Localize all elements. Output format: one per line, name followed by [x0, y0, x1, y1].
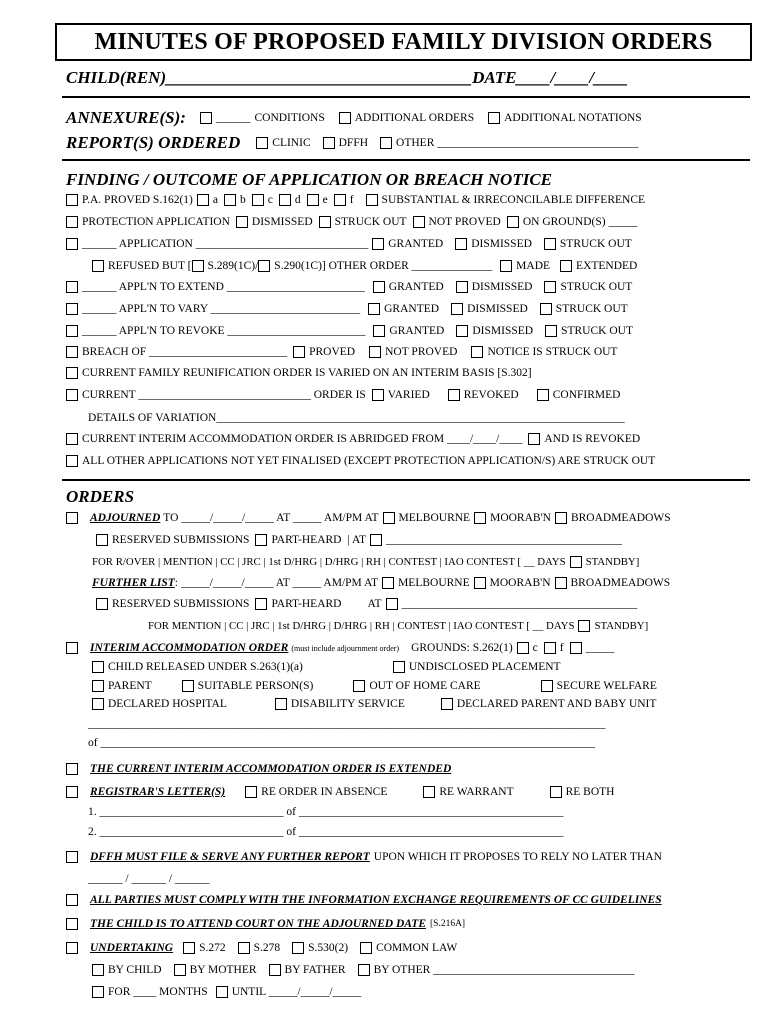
ground-c-label: c	[267, 194, 273, 206]
dismissed-label: DISMISSED	[471, 281, 533, 293]
adj-broadmeadows-checkbox[interactable]	[555, 512, 567, 524]
attend-row	[66, 918, 465, 930]
breach-notproved-checkbox[interactable]	[369, 346, 381, 358]
attend-ref: [S.216A]	[430, 919, 466, 929]
notice-struck-checkbox[interactable]	[471, 346, 483, 358]
und-common-checkbox[interactable]	[360, 942, 372, 954]
suitable-checkbox[interactable]	[182, 680, 194, 692]
annexure-blank-checkbox[interactable]	[200, 112, 212, 124]
attend-label: THE CHILD IS TO ATTEND COURT ON THE ADJOURNED DATE	[90, 918, 426, 930]
annexure-row	[66, 108, 642, 128]
attend-checkbox[interactable]	[66, 918, 78, 930]
finding-line-4	[92, 260, 637, 272]
confirmed-checkbox[interactable]	[537, 389, 549, 401]
finding-line-13	[66, 455, 655, 467]
reserved-label: RESERVED SUBMISSIONS	[112, 598, 250, 610]
melbourne-label: MELBOURNE	[398, 512, 471, 524]
finding-line-2	[66, 216, 637, 228]
registrar-label: REGISTRAR'S LETTER(S)	[90, 786, 226, 798]
ground-e-checkbox[interactable]	[307, 194, 319, 206]
registrar-line-1[interactable]: 1. ________________________________ of ______________________________________________	[88, 806, 564, 818]
application-checkbox[interactable]	[66, 238, 78, 250]
disability-checkbox[interactable]	[275, 698, 287, 710]
finding-line-10	[66, 389, 620, 401]
further-list-row	[92, 577, 670, 589]
abridged-revoked-label: AND IS REVOKED	[544, 433, 641, 445]
reg-both-label: RE BOTH	[565, 786, 615, 798]
struck-label: STRUCK OUT	[560, 281, 633, 293]
disability-label: DISABILITY SERVICE	[290, 698, 405, 710]
ground-b-checkbox[interactable]	[224, 194, 236, 206]
fl-moorabbin-checkbox[interactable]	[474, 577, 486, 589]
iao-other-checkbox[interactable]	[570, 642, 582, 654]
by-other-field[interactable]: BY OTHER ___________________________________	[373, 964, 635, 976]
dffh-rest-label: UPON WHICH IT PROPOSES TO RELY NO LATER THAN	[373, 851, 662, 863]
standby-label: STANDBY]	[585, 556, 640, 568]
s290-checkbox[interactable]	[258, 260, 270, 272]
standby-label: STANDBY]	[594, 620, 649, 632]
divider	[62, 159, 750, 161]
iao-line-1	[92, 661, 561, 673]
extend-struck-checkbox[interactable]	[544, 281, 556, 293]
fl-at-field[interactable]: _________________________________________	[401, 598, 638, 610]
comply-checkbox[interactable]	[66, 894, 78, 906]
vary-granted-checkbox[interactable]	[368, 303, 380, 315]
extend-checkbox[interactable]	[66, 281, 78, 293]
hospital-label: DECLARED HOSPITAL	[108, 698, 227, 710]
adjourned-date-field[interactable]: TO _____/_____/_____ AT _____ AM/PM AT	[163, 512, 379, 524]
ground-c-checkbox[interactable]	[252, 194, 264, 206]
by-mother-label: BY MOTHER	[189, 964, 257, 976]
iao-other-field[interactable]: _____	[585, 642, 615, 654]
reg-warrant-checkbox[interactable]	[423, 786, 435, 798]
reg-warrant-label: RE WARRANT	[439, 786, 514, 798]
fl-melbourne-checkbox[interactable]	[382, 577, 394, 589]
iao-extended-row	[66, 763, 451, 775]
ground-f-label: f	[349, 194, 354, 206]
adjourned-row	[66, 512, 671, 524]
abridged-checkbox[interactable]	[66, 433, 78, 445]
pa-checkbox[interactable]	[66, 216, 78, 228]
fl-at-checkbox[interactable]	[386, 598, 398, 610]
notice-struck-label: NOTICE IS STRUCK OUT	[487, 346, 618, 358]
declared-unit-label: DECLARED PARENT AND BABY UNIT	[456, 698, 657, 710]
for-months-field[interactable]: FOR ____ MONTHS	[108, 986, 208, 998]
granted-label: GRANTED	[388, 281, 444, 293]
partheard-label: PART-HEARD	[271, 534, 342, 546]
clinic-checkbox[interactable]	[256, 137, 268, 149]
ground-b-label: b	[239, 194, 246, 206]
abridged-field[interactable]: CURRENT INTERIM ACCOMMODATION ORDER IS ABRIDGED FROM ____/____/____	[82, 433, 523, 445]
extend-granted-checkbox[interactable]	[373, 281, 385, 293]
ground-d-label: d	[294, 194, 301, 206]
pa-notproved-label: NOT PROVED	[428, 216, 501, 228]
made-checkbox[interactable]	[500, 260, 512, 272]
struck-label: STRUCK OUT	[555, 303, 628, 315]
hospital-checkbox[interactable]	[92, 698, 104, 710]
until-checkbox[interactable]	[216, 986, 228, 998]
adj-reserved-row	[96, 534, 622, 546]
form-title: MINUTES OF PROPOSED FAMILY DIVISION ORDERS	[55, 23, 752, 61]
und-s530-checkbox[interactable]	[292, 942, 304, 954]
ground-a-checkbox[interactable]	[197, 194, 209, 206]
revoke-struck-checkbox[interactable]	[545, 325, 557, 337]
iao-label: INTERIM ACCOMMODATION ORDER	[90, 642, 289, 654]
iao-grounds-label: GROUNDS: S.262(1)	[411, 642, 513, 654]
common-law-label: COMMON LAW	[376, 942, 458, 954]
proved-label: PROVED	[309, 346, 356, 358]
parent-label: PARENT	[108, 680, 152, 692]
iao-f-label: f	[559, 642, 564, 654]
s530-label: S.530(2)	[308, 942, 349, 954]
annexure-blank[interactable]: ______	[215, 112, 251, 124]
current-order-field[interactable]: CURRENT ______________________________ ORDER IS	[82, 389, 366, 401]
ground-a-label: a	[212, 194, 218, 206]
comply-row	[66, 894, 662, 906]
breach-checkbox[interactable]	[66, 346, 78, 358]
moorabbin-label: MOORAB'N	[490, 512, 551, 524]
dismissed-label: DISMISSED	[467, 303, 528, 315]
iao-detail-line[interactable]: __________________________________________________________________________________________	[88, 718, 606, 730]
registrar-line-2[interactable]: 2. ________________________________ of ______________________________________________	[88, 826, 564, 838]
pa-notproved-checkbox[interactable]	[413, 216, 425, 228]
iao-row	[66, 642, 614, 654]
undertaking-row	[66, 942, 457, 954]
adj-melbourne-checkbox[interactable]	[383, 512, 395, 524]
other-report-checkbox[interactable]	[380, 137, 392, 149]
orders-heading: ORDERS	[66, 487, 135, 506]
child-date-row	[66, 68, 628, 88]
fl-standby-checkbox[interactable]	[578, 620, 590, 632]
revoke-field[interactable]: ______ APPL'N TO REVOKE ________________________	[82, 325, 366, 337]
date-field[interactable]: DATE____/____/____	[472, 68, 628, 87]
pa-ground-checkbox[interactable]	[507, 216, 519, 228]
broadmeadows-label: BROADMEADOWS	[570, 577, 671, 589]
s278-label: S.278	[253, 942, 281, 954]
revoked-checkbox[interactable]	[448, 389, 460, 401]
extended-label: EXTENDED	[576, 260, 638, 272]
pa-proved-label: P.A. PROVED S.162(1)	[82, 194, 193, 206]
iao-extended-checkbox[interactable]	[66, 763, 78, 775]
reports-label: REPORT(S) ORDERED	[66, 133, 241, 152]
extend-dismissed-checkbox[interactable]	[456, 281, 468, 293]
rover-options-label: FOR R/OVER | MENTION | CC | JRC | 1st D/HRG | D/HRG | RH | CONTEST | IAO CONTEST [ __ DAYS	[92, 556, 566, 568]
dffh-file-label: DFFH MUST FILE & SERVE ANY FURTHER REPORT	[90, 851, 370, 863]
additional-orders-label: ADDITIONAL ORDERS	[354, 112, 475, 124]
all-other-struck-label: ALL OTHER APPLICATIONS NOT YET FINALISED (EXCEPT PROTECTION APPLICATION/S) ARE STRUCK OUT	[82, 455, 656, 467]
pa-struck-checkbox[interactable]	[319, 216, 331, 228]
iao-checkbox[interactable]	[66, 642, 78, 654]
app-dismissed-checkbox[interactable]	[455, 238, 467, 250]
finding-line-1	[66, 194, 645, 206]
additional-notations-label: ADDITIONAL NOTATIONS	[504, 112, 642, 124]
iao-extended-label: THE CURRENT INTERIM ACCOMMODATION ORDER IS EXTENDED	[90, 763, 452, 775]
made-label: MADE	[516, 260, 551, 272]
reg-absence-label: RE ORDER IN ABSENCE	[261, 786, 388, 798]
reserved-label: RESERVED SUBMISSIONS	[112, 534, 250, 546]
pa-proved-checkbox[interactable]	[66, 194, 78, 206]
current-order-checkbox[interactable]	[66, 389, 78, 401]
extend-field[interactable]: ______ APPL'N TO EXTEND ________________________	[82, 281, 365, 293]
vary-field[interactable]: ______ APPL'N TO VARY __________________________	[82, 303, 361, 315]
fl-reserved-checkbox[interactable]	[96, 598, 108, 610]
other-report-field[interactable]: OTHER ___________________________________	[396, 137, 639, 149]
app-struck-checkbox[interactable]	[544, 238, 556, 250]
vary-struck-checkbox[interactable]	[540, 303, 552, 315]
adj-moorabbin-checkbox[interactable]	[474, 512, 486, 524]
finding-line-12	[66, 433, 640, 445]
s272-label: S.272	[199, 942, 226, 954]
adjourned-label: ADJOURNED	[90, 512, 161, 524]
finding-line-9	[66, 367, 532, 379]
all-other-struck-checkbox[interactable]	[66, 455, 78, 467]
s289-checkbox[interactable]	[192, 260, 204, 272]
undertaking-duration-row	[92, 986, 361, 998]
struck-label: STRUCK OUT	[561, 325, 633, 337]
ooh-checkbox[interactable]	[353, 680, 365, 692]
further-date-field[interactable]: : _____/_____/_____ AT _____ AM/PM AT	[174, 577, 379, 589]
further-list-label: FURTHER LIST	[92, 577, 175, 589]
ground-f-checkbox[interactable]	[334, 194, 346, 206]
pa-dismissed-checkbox[interactable]	[236, 216, 248, 228]
partheard-label: PART-HEARD	[271, 598, 342, 610]
by-child-checkbox[interactable]	[92, 964, 104, 976]
comply-label: ALL PARTIES MUST COMPLY WITH THE INFORMATION EXCHANGE REQUIREMENTS OF CC GUIDELINES	[90, 894, 662, 906]
vary-dismissed-checkbox[interactable]	[451, 303, 463, 315]
app-granted-checkbox[interactable]	[372, 238, 384, 250]
reunification-label: CURRENT FAMILY REUNIFICATION ORDER IS VARIED ON AN INTERIM BASIS [S.302]	[82, 367, 532, 379]
substantial-checkbox[interactable]	[366, 194, 378, 206]
pa-dismissed-label: DISMISSED	[251, 216, 313, 228]
adj-for-row	[92, 556, 639, 568]
broadmeadows-label: BROADMEADOWS	[570, 512, 671, 524]
undertaking-by-row	[92, 964, 634, 976]
reg-both-checkbox[interactable]	[550, 786, 562, 798]
adj-standby-checkbox[interactable]	[570, 556, 582, 568]
fl-broadmeadows-checkbox[interactable]	[555, 577, 567, 589]
reunification-checkbox[interactable]	[66, 367, 78, 379]
pa-ground-field[interactable]: ON GROUND(S) _____	[522, 216, 638, 228]
undertaking-checkbox[interactable]	[66, 942, 78, 954]
dffh-checkbox[interactable]	[323, 137, 335, 149]
moorabbin-label: MOORAB'N	[489, 577, 551, 589]
granted-label: GRANTED	[384, 303, 440, 315]
pa-label: PROTECTION APPLICATION	[82, 216, 230, 228]
until-field[interactable]: UNTIL _____/_____/_____	[231, 986, 362, 998]
fl-for-row	[148, 620, 648, 632]
dismissed-label: DISMISSED	[472, 325, 534, 337]
undisclosed-label: UNDISCLOSED PLACEMENT	[408, 661, 561, 673]
und-s272-checkbox[interactable]	[183, 942, 195, 954]
finding-heading: FINDING / OUTCOME OF APPLICATION OR BREACH NOTICE	[66, 170, 553, 189]
registrar-checkbox[interactable]	[66, 786, 78, 798]
breach-proved-checkbox[interactable]	[293, 346, 305, 358]
substantial-label: SUBSTANTIAL & IRRECONCILABLE DIFFERENCE	[381, 194, 646, 206]
undertaking-label: UNDERTAKING	[90, 942, 174, 954]
extended-checkbox[interactable]	[560, 260, 572, 272]
additional-orders-checkbox[interactable]	[339, 112, 351, 124]
varied-checkbox[interactable]	[372, 389, 384, 401]
finding-line-6	[66, 303, 628, 315]
secure-checkbox[interactable]	[541, 680, 553, 692]
declared-unit-checkbox[interactable]	[441, 698, 453, 710]
struck-label: STRUCK OUT	[559, 238, 632, 250]
iao-c-checkbox[interactable]	[517, 642, 529, 654]
parent-checkbox[interactable]	[92, 680, 104, 692]
finding-line-3	[66, 238, 632, 250]
notproved-label: NOT PROVED	[385, 346, 458, 358]
refused-checkbox[interactable]	[92, 260, 104, 272]
at-label: AT	[367, 598, 382, 610]
abridged-revoked-checkbox[interactable]	[528, 433, 540, 445]
revoke-checkbox[interactable]	[66, 325, 78, 337]
varied-label: VARIED	[387, 389, 430, 401]
by-father-checkbox[interactable]	[269, 964, 281, 976]
confirmed-label: CONFIRMED	[552, 389, 621, 401]
iao-line-3	[92, 698, 656, 710]
children-field[interactable]: CHILD(REN)____________________________________	[66, 68, 473, 87]
ooh-label: OUT OF HOME CARE	[369, 680, 481, 692]
details-variation-field[interactable]: DETAILS OF VARIATION_______________________________________________________________________	[88, 412, 625, 424]
annexure-label: ANNEXURE(S):	[66, 108, 186, 127]
finding-line-8	[66, 346, 617, 358]
reports-row	[66, 133, 639, 153]
divider	[62, 96, 750, 98]
secure-label: SECURE WELFARE	[556, 680, 657, 692]
at-label: | AT	[347, 534, 367, 546]
conditions-label: CONDITIONS	[254, 112, 325, 124]
s289-label: S.289(1C)/	[207, 260, 259, 272]
pa-struck-label: STRUCK OUT	[334, 216, 407, 228]
iao-of-line[interactable]: of ______________________________________________________________________________________	[88, 737, 595, 749]
iao-note: (must include adjournment order)	[291, 643, 400, 653]
refused-label: REFUSED BUT [	[108, 260, 192, 272]
for-months-checkbox[interactable]	[92, 986, 104, 998]
ground-d-checkbox[interactable]	[279, 194, 291, 206]
ground-e-label: e	[322, 194, 328, 206]
granted-label: GRANTED	[389, 325, 445, 337]
suitable-label: SUITABLE PERSON(S)	[197, 680, 314, 692]
by-mother-checkbox[interactable]	[174, 964, 186, 976]
finding-line-7	[66, 325, 633, 337]
clinic-label: CLINIC	[272, 137, 311, 149]
revoked-label: REVOKED	[463, 389, 519, 401]
mention-options-label: FOR MENTION | CC | JRC | 1st D/HRG | D/HRG | RH | CONTEST | IAO CONTEST [ __ DAYS	[148, 620, 575, 632]
iao-line-2	[92, 680, 657, 692]
released-label: CHILD RELEASED UNDER S.263(1)(a)	[108, 661, 303, 673]
breach-field[interactable]: BREACH OF ________________________	[82, 346, 288, 358]
adjourned-checkbox[interactable]	[66, 512, 78, 524]
adj-reserved-checkbox[interactable]	[96, 534, 108, 546]
adj-partheard-checkbox[interactable]	[255, 534, 267, 546]
fl-reserved-row	[96, 598, 637, 610]
revoke-granted-checkbox[interactable]	[373, 325, 385, 337]
dffh-date-field[interactable]: ______ / ______ / ______	[88, 873, 210, 885]
released-checkbox[interactable]	[92, 661, 104, 673]
registrar-row	[66, 786, 614, 798]
dffh-row	[66, 851, 662, 863]
additional-notations-checkbox[interactable]	[488, 112, 500, 124]
iao-c-label: c	[532, 642, 538, 654]
application-field[interactable]: ______ APPLICATION ______________________________	[82, 238, 369, 250]
dismissed-label: DISMISSED	[471, 238, 532, 250]
divider	[62, 479, 750, 481]
adj-at-field[interactable]: _________________________________________	[386, 534, 622, 546]
dffh-label: DFFH	[338, 137, 369, 149]
by-other-checkbox[interactable]	[358, 964, 370, 976]
by-child-label: BY CHILD	[108, 964, 162, 976]
fl-partheard-checkbox[interactable]	[255, 598, 267, 610]
und-s278-checkbox[interactable]	[238, 942, 250, 954]
by-father-label: BY FATHER	[284, 964, 346, 976]
undisclosed-checkbox[interactable]	[393, 661, 405, 673]
dffh-file-checkbox[interactable]	[66, 851, 78, 863]
adj-at-checkbox[interactable]	[370, 534, 382, 546]
iao-f-checkbox[interactable]	[544, 642, 556, 654]
reg-absence-checkbox[interactable]	[245, 786, 257, 798]
granted-label: GRANTED	[388, 238, 444, 250]
finding-line-5	[66, 281, 632, 293]
vary-checkbox[interactable]	[66, 303, 78, 315]
revoke-dismissed-checkbox[interactable]	[456, 325, 468, 337]
melbourne-label: MELBOURNE	[398, 577, 470, 589]
other-order-field[interactable]: S.290(1C)] OTHER ORDER ______________	[274, 260, 493, 272]
